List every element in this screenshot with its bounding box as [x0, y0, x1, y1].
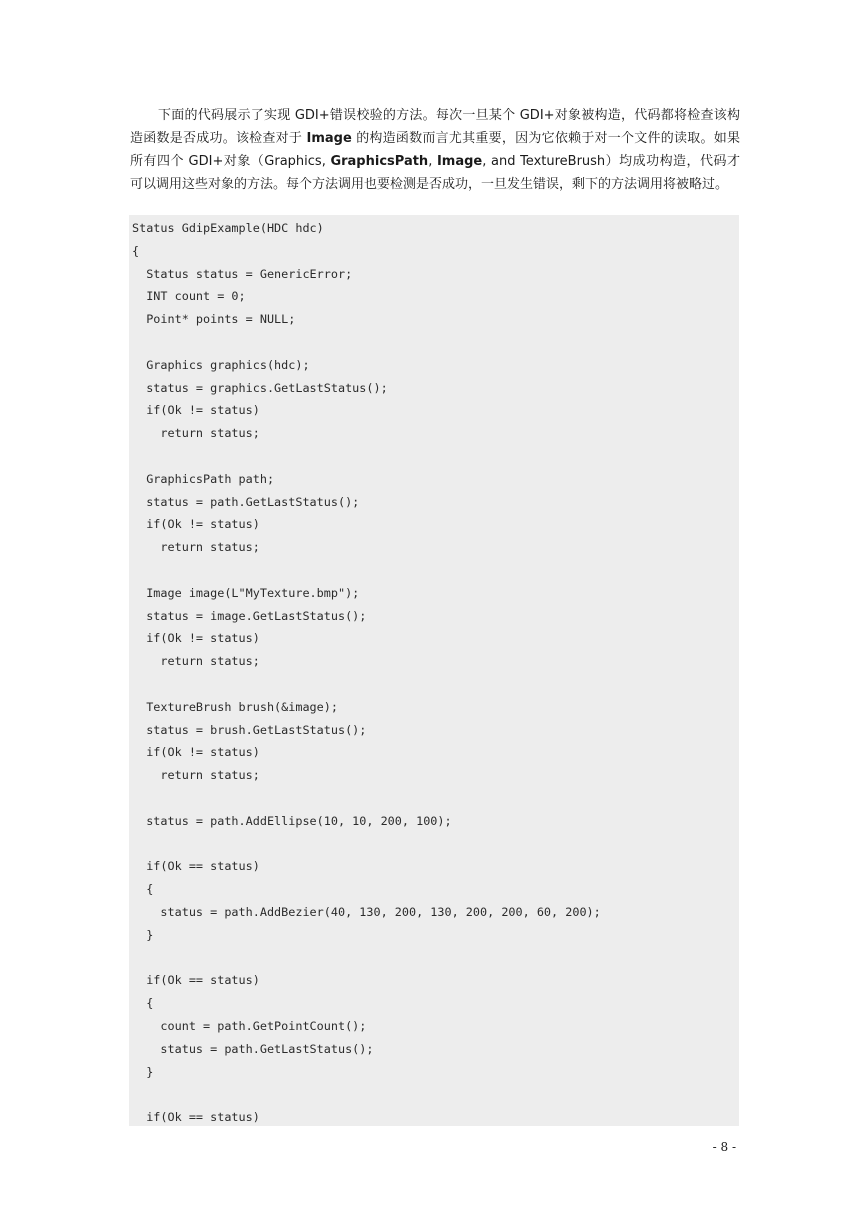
code-line: if(Ok == status) [132, 859, 260, 874]
code-line: GraphicsPath path; [132, 471, 275, 486]
page-number: - 8 - [712, 1140, 736, 1154]
intro-text: ）均成功构造，代码才可以调用这些对象的方法。每个方法调用也要检测是否成功，一旦发生错误，剩下的方法调用将被略过。 [130, 154, 740, 192]
intro-term: GDI+ [519, 108, 555, 123]
code-line: } [132, 1064, 154, 1079]
code-line: if(Ok != status) [132, 631, 260, 646]
code-line: status = path.AddEllipse(10, 10, 200, 100); [132, 813, 452, 828]
intro-text: 错误校验的方法。每次一旦某个 [329, 108, 520, 123]
intro-term-bold: Image [306, 131, 352, 146]
code-line: status = image.GetLastStatus(); [132, 608, 367, 623]
intro-term-bold: GraphicsPath [330, 154, 429, 169]
code-line: status = graphics.GetLastStatus(); [132, 380, 388, 395]
code-line: { [132, 996, 154, 1011]
intro-term: GDI+ [294, 108, 330, 123]
code-line: Status GdipExample(HDC hdc) [132, 221, 324, 235]
intro-text: 对象（ [223, 154, 265, 169]
code-line: status = path.AddBezier(40, 130, 200, 130, 200, 200, 60, 200); [132, 905, 601, 919]
intro-term: , and TextureBrush [482, 154, 606, 169]
code-line: status = path.GetLastStatus(); [132, 494, 360, 509]
code-line: Point* points = NULL; [132, 312, 296, 327]
intro-text: 的构造函数而言尤其重要，因为它依赖于对一个文件的读取。如果所有四个 [130, 131, 740, 169]
code-line: if(Ok == status) [132, 973, 260, 988]
code-line: status = brush.GetLastStatus(); [132, 722, 367, 737]
intro-term-bold: Image [436, 154, 483, 169]
code-line: Image image(L"MyTexture.bmp"); [132, 585, 360, 600]
intro-text: 下面的代码展示了实现 [158, 108, 295, 123]
code-line: return status; [132, 426, 260, 441]
code-line: } [132, 927, 154, 942]
code-line: { [132, 243, 140, 258]
code-line: return status; [132, 654, 260, 669]
intro-text: 对象被构造，代码都将检查该构造函数是否成功。该检查对于 [130, 108, 740, 146]
code-line: status = path.GetLastStatus(); [132, 1041, 374, 1056]
code-line: return status; [132, 768, 260, 783]
code-line: INT count = 0; [132, 289, 246, 304]
code-line: count = path.GetPointCount(); [132, 1019, 367, 1033]
code-line: return status; [132, 540, 260, 555]
code-line: TextureBrush brush(&image); [132, 699, 338, 714]
intro-term: GDI+ [188, 154, 224, 169]
code-line: if(Ok != status) [132, 517, 260, 532]
code-line: if(Ok != status) [132, 745, 260, 760]
code-line: Status status = GenericError; [132, 266, 353, 281]
intro-term: Graphics, [264, 154, 326, 169]
code-line: { [132, 882, 154, 897]
intro-term: , [428, 154, 433, 169]
code-line: if(Ok == status) [132, 1110, 260, 1125]
intro-paragraph [130, 104, 740, 196]
code-line: if(Ok != status) [132, 403, 260, 418]
code-line: Graphics graphics(hdc); [132, 357, 310, 372]
code-block [129, 215, 739, 1126]
